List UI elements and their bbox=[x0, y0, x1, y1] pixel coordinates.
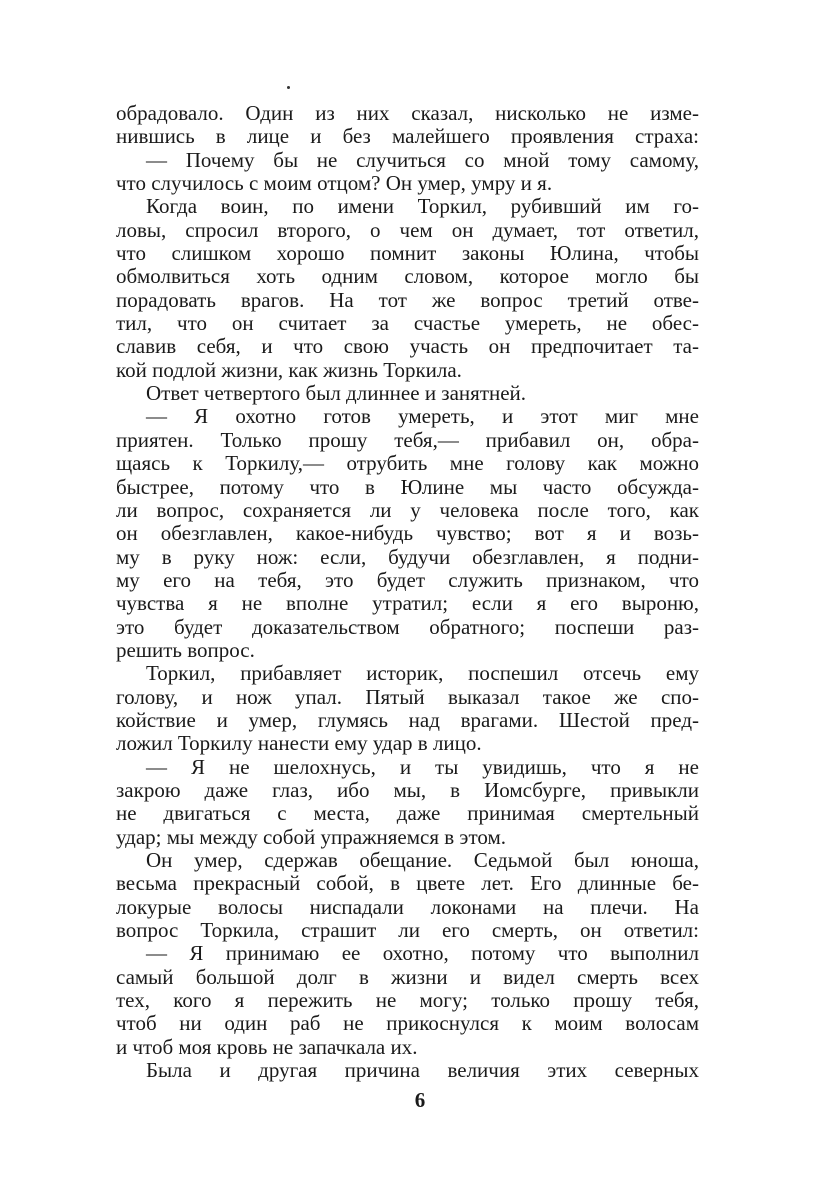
text-line: закрою даже глаз, ибо мы, в Иомсбурге, привыкли bbox=[116, 777, 699, 802]
text-line: голову, и нож упал. Пятый выказал такое же спо- bbox=[116, 684, 699, 709]
text-line: удар; мы между собой упражняемся в этом. bbox=[116, 824, 506, 849]
text-line: приятен. Только прошу тебя,— прибавил он, обра- bbox=[116, 427, 699, 452]
text-line: это будет доказательством обратного; поспеши раз- bbox=[116, 614, 699, 639]
text-line: быстрее, потому что в Юлине мы часто обсужда- bbox=[116, 474, 699, 499]
text-line: вопрос Торкила, страшит ли его смерть, он ответил: bbox=[116, 918, 699, 943]
text-line: тех, кого я пережить не могу; только прошу тебя, bbox=[116, 988, 699, 1013]
text-line: Ответ четвертого был длиннее и занятней. bbox=[146, 381, 527, 406]
text-line: — Почему бы не случиться со мной тому самому, bbox=[146, 147, 699, 172]
text-line: му в руку нож: если, будучи обезглавлен, я подни- bbox=[116, 544, 699, 569]
text-line: ловы, спросил второго, о чем он думает, тот ответил, bbox=[116, 217, 699, 242]
text-line: му его на тебя, это будет служить признаком, что bbox=[116, 567, 699, 592]
text-line: Торкил, прибавляет историк, поспешил отсечь ему bbox=[146, 661, 699, 686]
text-line: что случилось с моим отцом? Он умер, умру и я. bbox=[116, 171, 553, 196]
text-line: ложил Торкилу нанести ему удар в лицо. bbox=[116, 731, 482, 756]
print-speck bbox=[287, 86, 290, 89]
text-line: он обезглавлен, какое-нибудь чувство; вот я и возь- bbox=[116, 521, 699, 546]
text-line: не двигаться с места, даже принимая смертельный bbox=[116, 801, 699, 826]
text-line: — Я принимаю ее охотно, потому что выполнил bbox=[146, 941, 699, 966]
text-line: славив себя, и что свою участь он предпочитает та- bbox=[116, 334, 699, 359]
text-line: чтоб ни один раб не прикоснулся к моим волосам bbox=[116, 1011, 699, 1036]
text-line: Когда воин, по имени Торкил, рубивший им го- bbox=[146, 194, 699, 219]
text-line: кой подлой жизни, как жизнь Торкила. bbox=[116, 357, 462, 382]
text-line: обрадовало. Один из них сказал, нисколько не изме- bbox=[116, 101, 699, 125]
text-line: обмолвиться хоть одним словом, которое могло бы bbox=[116, 264, 699, 289]
text-line: порадовать врагов. На тот же вопрос третий отве- bbox=[116, 287, 699, 312]
text-line: Была и другая причина величия этих северных bbox=[146, 1058, 699, 1083]
text-line: чувства я не вполне утратил; если я его выроню, bbox=[116, 591, 699, 616]
text-line: тил, что он считает за счастье умереть, не обес- bbox=[116, 311, 699, 336]
text-line: решить вопрос. bbox=[116, 637, 255, 662]
text-line: — Я не шелохнусь, и ты увидишь, что я не bbox=[146, 754, 699, 779]
text-line: что слишком хорошо помнит законы Юлина, чтобы bbox=[116, 241, 699, 266]
text-line: — Я охотно готов умереть, и этот миг мне bbox=[146, 404, 699, 429]
page-number: 6 bbox=[414, 1088, 426, 1112]
text-line: и чтоб моя кровь не запачкала их. bbox=[116, 1034, 418, 1059]
text-line: локурые волосы ниспадали локонами на плечи. На bbox=[116, 894, 699, 919]
text-line: щаясь к Торкилу,— отрубить мне голову как можно bbox=[116, 451, 699, 476]
text-line: нившись в лице и без малейшего проявления страха: bbox=[116, 124, 699, 149]
text-line: койствие и умер, глумясь над врагами. Шестой пред- bbox=[116, 707, 699, 732]
text-line: самый большой долг в жизни и видел смерть всех bbox=[116, 964, 699, 989]
body-text bbox=[116, 102, 699, 1082]
text-line: ли вопрос, сохраняется ли у человека после того, как bbox=[116, 497, 699, 522]
text-line: Он умер, сдержав обещание. Седьмой был юноша, bbox=[146, 848, 699, 872]
text-line: весьма прекрасный собой, в цвете лет. Его длинные бе- bbox=[116, 871, 699, 896]
